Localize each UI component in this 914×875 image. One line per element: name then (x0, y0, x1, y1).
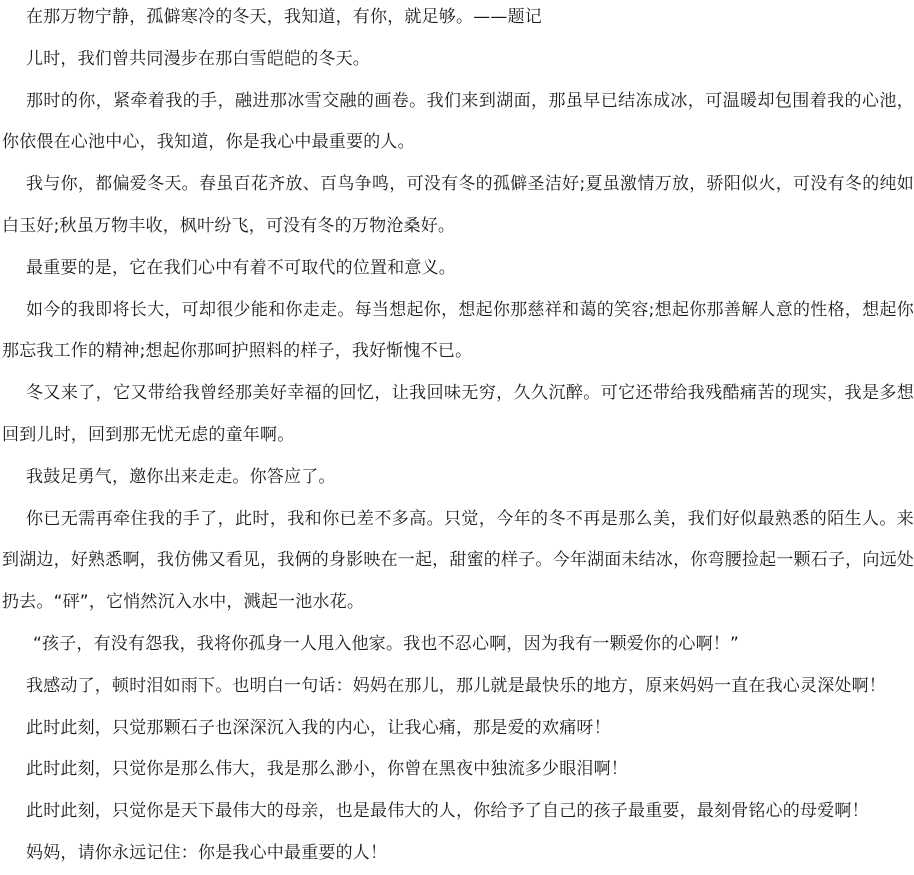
paragraph-closing: 妈妈，请你永远记住：你是我心中最重要的人！ (26, 842, 388, 863)
paragraph-importance: 最重要的是，它在我们心中有着不可取代的位置和意义。 (26, 257, 456, 278)
paragraph-this-moment-1: 此时此刻，只觉那颗石子也深深沉入我的内心，让我心痛，那是爱的欢痛呀！ (26, 717, 611, 738)
paragraph-lakeside-walk: 你已无需再牵住我的手了，此时，我和你已差不多高。只觉，今年的冬不再是那么美，我们好似最熟悉的陌生人。来到湖边，好熟悉啊，我仿佛又看见，我俩的身影映在一起，甜蜜的样子。今年湖面未结冰，你弯腰捡起一颗石子，向远处扔去。“砰”，它悄然沉入水中，溅起一池水花。 (2, 508, 914, 613)
paragraph-invitation: 我鼓足勇气，邀你出来走走。你答应了。 (26, 466, 336, 487)
paragraph-this-moment-2: 此时此刻，只觉你是那么伟大，我是那么渺小，你曾在黑夜中独流多少眼泪啊！ (26, 759, 628, 780)
paragraph-childhood: 儿时，我们曾共同漫步在那白雪皑皑的冬天。 (26, 48, 370, 69)
paragraph-lake-memory: 那时的你，紧牵着我的手，融进那冰雪交融的画卷。我们来到湖面，那虽早已结冻成冰，可温暖却包围着我的心池，你依偎在心池中心，我知道，你是我心中最重要的人。 (2, 90, 914, 153)
paragraph-growing-up: 如今的我即将长大，可却很少能和你走走。每当想起你，想起你那慈祥和蔼的笑容;想起你那善解人意的性格，想起你那忘我工作的精神;想起你那呵护照料的样子，我好惭愧不已。 (2, 299, 914, 362)
paragraph-seasons: 我与你，都偏爱冬天。春虽百花齐放、百鸟争鸣，可没有冬的孤僻圣洁好;夏虽激情万放，骄阳似火，可没有冬的纯如白玉好;秋虽万物丰收，枫叶纷飞，可没有冬的万物沧桑好。 (2, 174, 914, 236)
paragraph-winter-returns: 冬又来了，它又带给我曾经那美好幸福的回忆，让我回味无穷，久久沉醉。可它还带给我残酷痛苦的现实，我是多想回到儿时，回到那无忧无虑的童年啊。 (2, 383, 914, 445)
paragraph-mother-quote: “孩子，有没有怨我，我将你孤身一人甩入他家。我也不忍心啊，因为我有一颗爱你的心啊！” (33, 633, 740, 654)
paragraph-moved: 我感动了，顿时泪如雨下。也明白一句话：妈妈在那儿，那儿就是最快乐的地方，原来妈妈一直在我心灵深处啊！ (26, 675, 886, 696)
paragraph-this-moment-3: 此时此刻，只觉你是天下最伟大的母亲，也是最伟大的人，你给予了自己的孩子最重要，最刻骨铭心的母爱啊！ (26, 801, 869, 822)
epigraph-paragraph: 在那万物宁静，孤僻寒冷的冬天，我知道，有你，就足够。——题记 (26, 7, 542, 27)
